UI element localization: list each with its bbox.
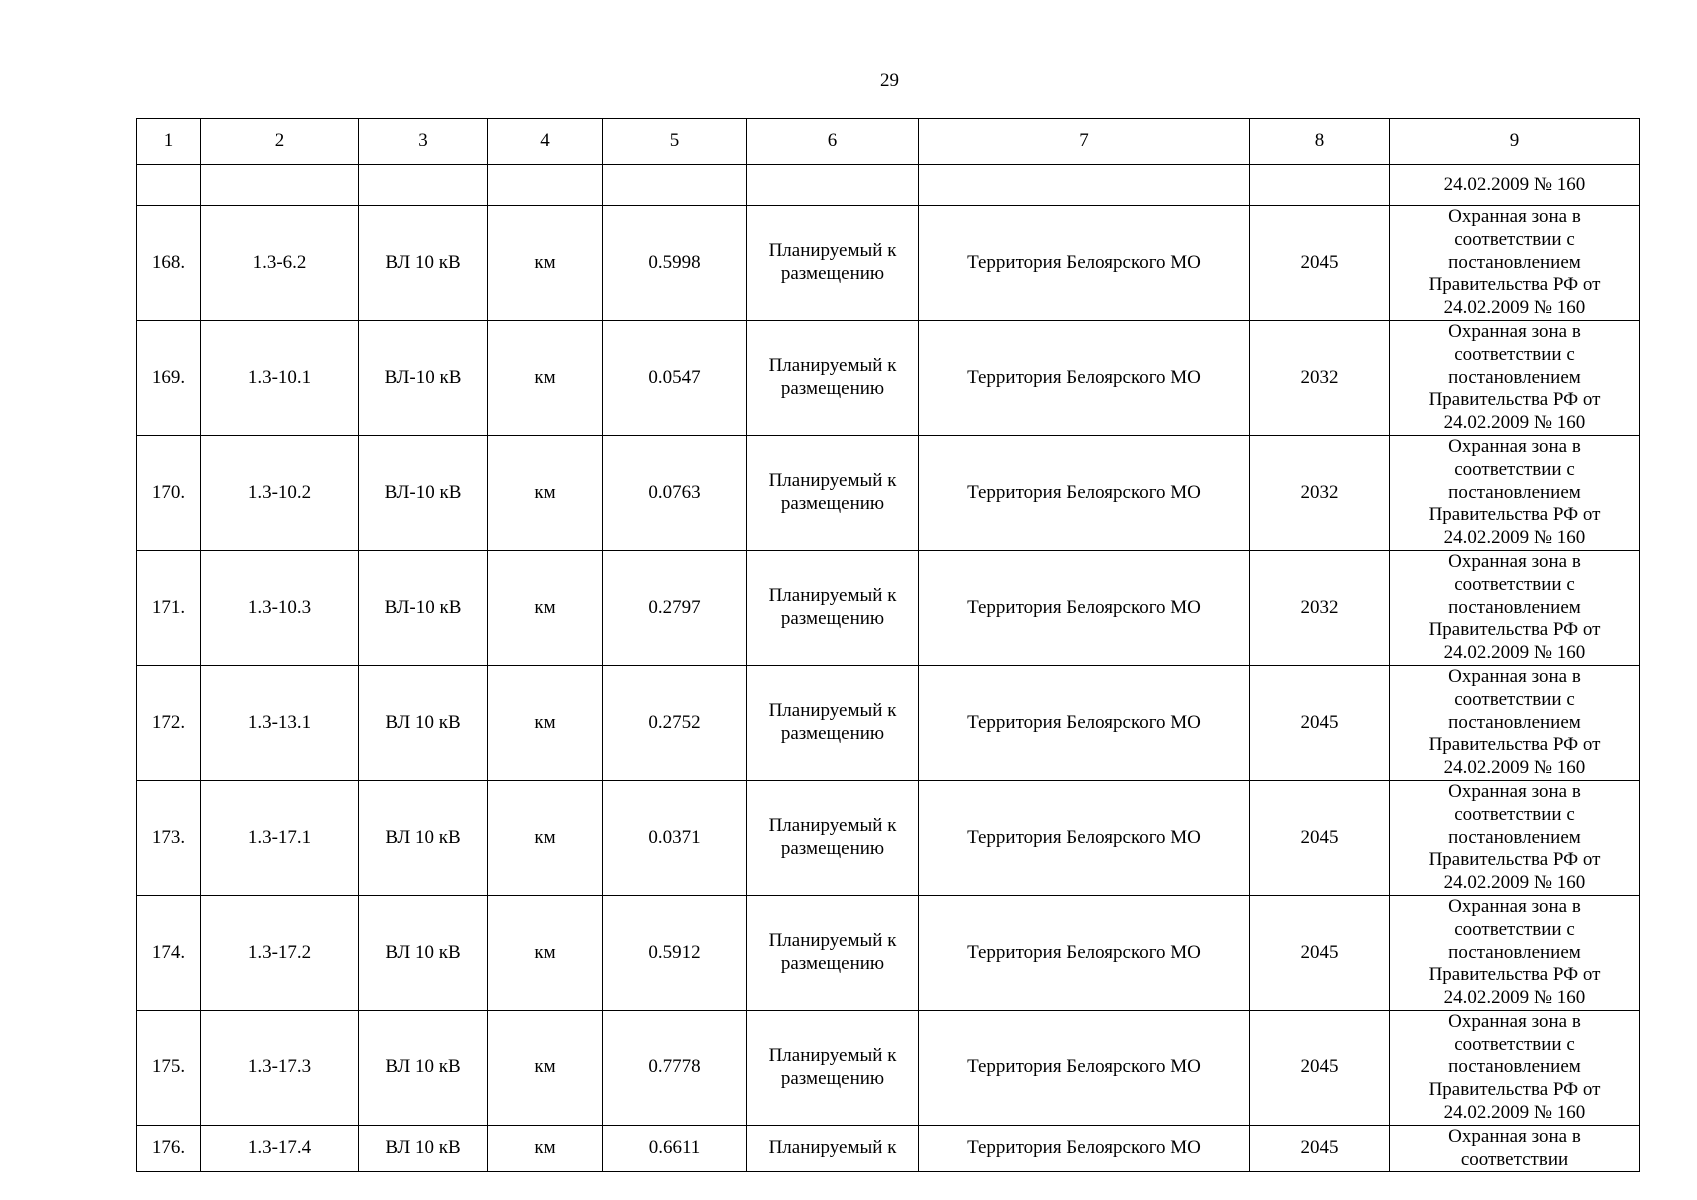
table-row xyxy=(137,895,1640,1010)
row-number-cell: 168. xyxy=(137,206,201,321)
location-cell: Территория Белоярского МО xyxy=(919,895,1250,1010)
row-number-cell: 176. xyxy=(137,1125,201,1172)
status-cell: Планируемый к размещению xyxy=(747,1010,919,1125)
object-name-cell: ВЛ 10 кВ xyxy=(359,665,488,780)
object-code-cell: 1.3-10.1 xyxy=(201,320,359,435)
object-code-cell: 1.3-10.2 xyxy=(201,435,359,550)
status-cell: Планируемый к размещению xyxy=(747,320,919,435)
empty-cell xyxy=(488,165,603,206)
protection-zone-cell: Охранная зона в соответствии с постановлением Правительства РФ от 24.02.2009 № 160 xyxy=(1390,435,1640,550)
header-cell: 2 xyxy=(201,119,359,165)
header-cell: 8 xyxy=(1250,119,1390,165)
year-cell: 2045 xyxy=(1250,206,1390,321)
object-code-cell: 1.3-17.3 xyxy=(201,1010,359,1125)
unit-cell: км xyxy=(488,1010,603,1125)
object-name-cell: ВЛ 10 кВ xyxy=(359,1125,488,1172)
table-row xyxy=(137,1010,1640,1125)
table-row xyxy=(137,780,1640,895)
empty-cell xyxy=(747,165,919,206)
protection-zone-cell: Охранная зона в соответствии с постановлением Правительства РФ от 24.02.2009 № 160 xyxy=(1390,550,1640,665)
object-name-cell: ВЛ-10 кВ xyxy=(359,435,488,550)
object-code-cell: 1.3-13.1 xyxy=(201,665,359,780)
object-name-cell: ВЛ 10 кВ xyxy=(359,206,488,321)
year-cell: 2045 xyxy=(1250,780,1390,895)
table-row xyxy=(137,550,1640,665)
length-value-cell: 0.5998 xyxy=(603,206,747,321)
protection-zone-cell: Охранная зона в соответствии с постановлением Правительства РФ от 24.02.2009 № 160 xyxy=(1390,206,1640,321)
length-value-cell: 0.2752 xyxy=(603,665,747,780)
location-cell: Территория Белоярского МО xyxy=(919,665,1250,780)
status-cell: Планируемый к размещению xyxy=(747,780,919,895)
continuation-zone-cell: 24.02.2009 № 160 xyxy=(1390,165,1640,206)
object-code-cell: 1.3-17.1 xyxy=(201,780,359,895)
status-cell: Планируемый к размещению xyxy=(747,206,919,321)
row-number-cell: 170. xyxy=(137,435,201,550)
object-name-cell: ВЛ 10 кВ xyxy=(359,780,488,895)
object-code-cell: 1.3-10.3 xyxy=(201,550,359,665)
unit-cell: км xyxy=(488,780,603,895)
row-number-cell: 173. xyxy=(137,780,201,895)
page-number: 29 xyxy=(880,70,899,91)
row-number-cell: 171. xyxy=(137,550,201,665)
location-cell: Территория Белоярского МО xyxy=(919,1125,1250,1172)
year-cell: 2032 xyxy=(1250,320,1390,435)
protection-zone-cell: Охранная зона в соответствии xyxy=(1390,1125,1640,1172)
protection-zone-cell: Охранная зона в соответствии с постановлением Правительства РФ от 24.02.2009 № 160 xyxy=(1390,895,1640,1010)
row-number-cell: 169. xyxy=(137,320,201,435)
year-cell: 2032 xyxy=(1250,550,1390,665)
empty-cell xyxy=(359,165,488,206)
header-cell: 9 xyxy=(1390,119,1640,165)
table-row xyxy=(137,1125,1640,1172)
status-cell: Планируемый к размещению xyxy=(747,550,919,665)
object-name-cell: ВЛ-10 кВ xyxy=(359,550,488,665)
year-cell: 2045 xyxy=(1250,895,1390,1010)
unit-cell: км xyxy=(488,1125,603,1172)
empty-cell xyxy=(603,165,747,206)
unit-cell: км xyxy=(488,320,603,435)
header-cell: 7 xyxy=(919,119,1250,165)
status-cell: Планируемый к размещению xyxy=(747,895,919,1010)
object-code-cell: 1.3-17.2 xyxy=(201,895,359,1010)
length-value-cell: 0.6611 xyxy=(603,1125,747,1172)
status-cell: Планируемый к размещению xyxy=(747,435,919,550)
length-value-cell: 0.0371 xyxy=(603,780,747,895)
table-row xyxy=(137,206,1640,321)
table-row xyxy=(137,320,1640,435)
protection-zone-cell: Охранная зона в соответствии с постановлением Правительства РФ от 24.02.2009 № 160 xyxy=(1390,320,1640,435)
location-cell: Территория Белоярского МО xyxy=(919,550,1250,665)
unit-cell: км xyxy=(488,206,603,321)
empty-cell xyxy=(137,165,201,206)
header-cell: 1 xyxy=(137,119,201,165)
header-cell: 6 xyxy=(747,119,919,165)
unit-cell: км xyxy=(488,895,603,1010)
object-name-cell: ВЛ 10 кВ xyxy=(359,1010,488,1125)
object-code-cell: 1.3-17.4 xyxy=(201,1125,359,1172)
location-cell: Территория Белоярского МО xyxy=(919,1010,1250,1125)
table-row xyxy=(137,435,1640,550)
protection-zone-cell: Охранная зона в соответствии с постановлением Правительства РФ от 24.02.2009 № 160 xyxy=(1390,1010,1640,1125)
row-number-cell: 175. xyxy=(137,1010,201,1125)
header-cell: 4 xyxy=(488,119,603,165)
object-name-cell: ВЛ-10 кВ xyxy=(359,320,488,435)
header-cell: 5 xyxy=(603,119,747,165)
length-value-cell: 0.0763 xyxy=(603,435,747,550)
length-value-cell: 0.7778 xyxy=(603,1010,747,1125)
object-name-cell: ВЛ 10 кВ xyxy=(359,895,488,1010)
location-cell: Территория Белоярского МО xyxy=(919,320,1250,435)
year-cell: 2032 xyxy=(1250,435,1390,550)
infrastructure-table xyxy=(136,118,1640,1172)
table-header-row xyxy=(137,119,1640,165)
empty-cell xyxy=(1250,165,1390,206)
protection-zone-cell: Охранная зона в соответствии с постановлением Правительства РФ от 24.02.2009 № 160 xyxy=(1390,780,1640,895)
empty-cell xyxy=(919,165,1250,206)
year-cell: 2045 xyxy=(1250,1010,1390,1125)
location-cell: Территория Белоярского МО xyxy=(919,435,1250,550)
header-cell: 3 xyxy=(359,119,488,165)
row-number-cell: 174. xyxy=(137,895,201,1010)
length-value-cell: 0.5912 xyxy=(603,895,747,1010)
row-number-cell: 172. xyxy=(137,665,201,780)
unit-cell: км xyxy=(488,435,603,550)
continuation-row xyxy=(137,165,1640,206)
status-cell: Планируемый к размещению xyxy=(747,665,919,780)
location-cell: Территория Белоярского МО xyxy=(919,206,1250,321)
protection-zone-cell: Охранная зона в соответствии с постановлением Правительства РФ от 24.02.2009 № 160 xyxy=(1390,665,1640,780)
length-value-cell: 0.2797 xyxy=(603,550,747,665)
unit-cell: км xyxy=(488,665,603,780)
status-cell: Планируемый к xyxy=(747,1125,919,1172)
length-value-cell: 0.0547 xyxy=(603,320,747,435)
year-cell: 2045 xyxy=(1250,665,1390,780)
unit-cell: км xyxy=(488,550,603,665)
year-cell: 2045 xyxy=(1250,1125,1390,1172)
empty-cell xyxy=(201,165,359,206)
location-cell: Территория Белоярского МО xyxy=(919,780,1250,895)
table-row xyxy=(137,665,1640,780)
object-code-cell: 1.3-6.2 xyxy=(201,206,359,321)
